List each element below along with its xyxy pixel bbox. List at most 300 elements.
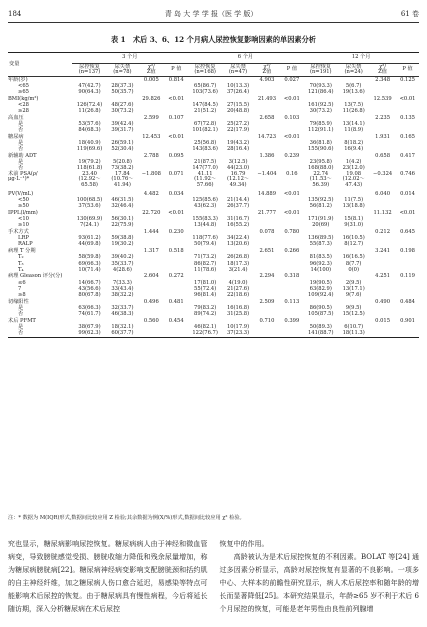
table-cell: 23(12.0) [342,165,365,172]
table-cell: 20(48.8) [226,108,250,115]
table-cell: 32(33.7) [111,304,134,311]
table-cell: 31(16.7) [226,216,250,223]
table-cell: 44(69.8) [78,241,101,248]
table-cell: 0.119 [400,273,415,280]
row-label: <10 [18,216,29,223]
table-cell: 28(16.4) [226,146,250,153]
table-cell: 39(31.7) [111,127,134,134]
table-cell: 0.454 [168,317,184,324]
table-cell: 0.113 [284,298,300,305]
table-cell: 16(9.4) [344,146,364,153]
row-label: 否 [18,311,24,318]
table-cell: 0.135 [400,114,415,121]
row-label: 新辅助 ADT [8,152,37,159]
table-cell: 100(68.5) [76,197,103,204]
table-cell: 19(13.6) [342,89,365,96]
table-cell: 0.212 [375,228,390,235]
table-cell: 60(37.7) [107,331,138,338]
table-cell: 8(18.2) [344,140,364,146]
table-cell: 14.723 [257,133,277,140]
row-label: 是 [18,304,24,311]
table-cell: 130(69.9) [76,216,103,223]
table-cell: 0.266 [284,247,300,254]
table-cell: 6(10.7) [344,323,364,330]
sub-header: χ²/ Z值 [369,64,396,77]
table-cell: 22(18.6) [226,292,250,299]
table-cell: 63(82.9) [309,285,332,292]
table-cell: 38(67.9) [78,323,101,330]
table-cell: 93(61.2) [78,235,101,242]
table-cell: 171(91.9) [308,216,334,223]
table-cell: −0.324 [372,171,393,178]
table-cell: 16(10.5) [342,235,365,242]
table-cell: 3(12.5) [228,159,248,166]
table-cell: 11(8.9) [344,127,364,134]
table-cell: 2.348 [375,76,390,83]
table-cell: <0.01 [399,209,416,216]
table-cell: 161(92.5) [308,101,334,108]
table-cell: 101(82.1) [192,127,218,134]
table-cell: 18(11.3) [338,331,369,338]
table-cell: 14(66.7) [78,279,101,286]
table-note: 注：* 数据为 M(IQR)形式,数据间比较应用 Z 检验;其余数据为例(Χ/%)形式,数据间比较应用 χ² 检验。 [8,515,245,521]
table-cell: 39(40.2) [111,254,134,261]
table-cell: 13(7.5) [344,101,364,108]
table-cell: 30(73.2) [309,108,332,115]
table-cell: 56(81.2) [309,203,332,210]
table-cell: 112(91.1) [308,127,334,134]
table-cell: 143(83.6) [192,146,218,153]
table-cell: <0.01 [168,95,185,102]
table-cell: 135(92.5) [308,197,334,204]
table-cell: 118(77.6) [192,235,218,242]
table-cell: 0.746 [400,171,415,178]
table-cell: 26(26.8) [226,254,250,261]
table-cell: 0.165 [400,133,415,140]
table-cell: 44(23.0) [226,165,250,172]
table-cell: 65(86.7) [194,82,217,89]
table-cell: 43(62.3) [194,203,217,210]
table-cell: 0.014 [400,190,415,197]
table-cell: 0.095 [168,152,184,159]
table-cell: 13(44.8) [194,222,217,229]
table-cell: 2.509 [259,298,275,305]
table-cell: 125(85.6) [192,197,218,204]
table-cell: 46(82.1) [194,323,217,330]
table-cell: 1.444 [143,228,159,235]
table-cell: 11.132 [373,209,392,216]
row-label: 切缘阳性 [8,298,29,305]
table-cell: 1.317 [143,247,159,254]
body-text [8,538,419,616]
table-cell: 41.11 (11.92～ 57.66) [194,171,217,188]
table-cell: <0.01 [283,209,300,216]
table-cell: 0.481 [168,298,184,305]
table-cell: 86(90.5) [309,304,332,311]
table-cell: 69(66.3) [78,260,101,267]
row-label: IPPL(l/mm) [8,209,38,216]
table-cell: 25(27.2) [226,120,250,127]
table-cell: 19.08 (12.02～ 47.43) [342,171,365,188]
row-label: 高血压 [8,114,24,121]
table-cell: 155(83.3) [192,216,218,223]
table-cell: 36(81.8) [309,140,332,146]
table-cell: 16(16.5) [342,254,365,261]
table-cell: <0.01 [168,133,185,140]
table-cell: 0.710 [259,317,275,324]
sub-header: χ²/ Z值 [138,64,165,77]
table-cell: 0.780 [284,228,300,235]
table-cell: 12.539 [373,95,392,102]
table-cell: 22(75.9) [111,222,134,229]
row-label: 年龄(岁) [8,76,28,83]
table-cell: 10(17.9) [226,323,250,330]
table-cell: 0.015 [375,317,390,324]
table-cell [280,331,303,338]
table-cell: 26(59.1) [111,140,134,146]
table-cell: 109(92.4) [308,292,334,299]
table-cell: 21(87.5) [194,159,217,166]
table-cell: 11(7.5) [344,197,364,204]
table-cell: 2.235 [375,114,390,121]
table-cell: 19(90.5) [309,279,332,286]
table-cell: 11(26.8) [78,108,101,115]
table-cell: 13(17.1) [342,285,365,292]
table-cell: 0.16 [286,171,298,178]
table-cell: 99(62.3) [72,331,107,338]
table-cell: 50(35.7) [111,89,134,96]
sub-header: P 值 [280,64,303,77]
row-label: 病理 T 分期 [8,247,36,254]
table-cell: 0.005 [143,76,159,83]
body-column-right: 恢复中的作用。 高龄被认为是术后尿控恢复的不利因素。BOLAT 等[24] 通过多因素分析显示，高龄对尿控恢复有显著的不良影响。一项多中心、大样本的前瞻性研究显示，病人术后尿控率和随年龄的增长而显著降低[25]。本研究结果显示，年龄≥65 岁不利于术后 6 个月尿控的恢复，可能是老年男性由良性前列腺增 [219,540,419,613]
row-label: 否 [18,165,24,172]
row-label: 是 [18,159,24,166]
table-cell: 7(24.1) [80,222,99,229]
row-label: 病理 Gleason 评分(分) [8,273,63,280]
table-cell: 136(89.5) [308,235,334,242]
table-cell: <0.01 [283,133,300,140]
table-cell: 21.777 [257,209,277,216]
table-cell: 2.788 [143,152,159,159]
table-cell: 0.071 [168,171,184,178]
table-cell: 11(26.8) [342,108,365,115]
table-cell: 34(22.4) [226,235,250,242]
table-cell: 126(72.4) [76,101,103,108]
table-cell: 23(95.8) [309,159,332,166]
table-cell: 4(28.6) [112,266,132,273]
row-label: 是 [18,120,24,127]
table-cell: 10(71.4) [78,266,101,273]
row-label: 是 [18,140,24,146]
table-cell: 0.484 [400,298,415,305]
table-cell: 2.294 [259,273,275,280]
table-cell: 70(93.3) [309,82,332,89]
table-cell: 18(32.1) [111,323,134,330]
table-cell: 0.272 [168,273,184,280]
row-label: ≥65 [18,89,29,96]
table-cell: 13(20.6) [226,241,250,248]
table-cell: 17.84 (10.76～ 41.94) [111,171,134,188]
table-cell: 80(67.8) [78,292,101,299]
row-label: T₄ [18,266,24,273]
table-cell: 15(8.1) [344,216,364,223]
table-cell: 0.318 [284,273,300,280]
table-caption: 表 1 术后 3、6、12 个月病人尿控恢复影响因素的单因素分析 [110,35,316,44]
table-cell: 81(83.5) [309,254,332,261]
table-cell: <0.01 [168,209,185,216]
table-cell: 43(56.6) [78,285,101,292]
var-header: 变量 [8,53,72,77]
table-cell: 47(42.7) [78,82,101,89]
row-label: 否 [8,331,72,338]
table-cell: 1.386 [259,152,275,159]
table-cell: 63(66.3) [78,304,101,311]
table-cell: 14.889 [257,190,277,197]
table-cell: 21(14.4) [226,197,250,204]
table-cell: <0.01 [283,190,300,197]
table-row [8,172,419,191]
table-cell: 0.496 [143,298,159,305]
table-cell: 2.658 [259,114,275,121]
table-cell: 52(30.4) [111,146,134,153]
table-cell: 37(26.4) [226,89,250,96]
sub-header: 尿失禁 (n=78) [107,64,138,77]
table-cell: 18(17.3) [226,260,250,267]
row-label: PV(V/mL) [8,190,34,197]
table-cell: 2.599 [143,114,159,121]
table-cell: 38(32.2) [111,292,134,299]
table-cell: 15(12.5) [342,311,365,318]
table-cell: 4.903 [259,76,275,83]
table-cell: 19(43.2) [226,140,250,146]
table-cell: 71(73.2) [194,254,217,261]
table-cell: 147(77.0) [192,165,218,172]
table-cell: 37(23.3) [223,331,254,338]
row-label: ≤6 [18,279,26,286]
table-cell: 55(87.3) [309,241,332,248]
table-cell: 37(53.6) [78,203,101,210]
table-cell: 56(30.1) [111,216,134,223]
table-cell: 21(51.2) [194,108,217,115]
row-label: ≥28 [18,108,29,115]
table-cell: 46(31.5) [111,197,134,204]
table-cell: 9(9.5) [345,304,362,311]
table-cell [165,331,188,338]
table-cell: 0(0) [348,266,359,273]
table-cell: 2.651 [259,247,275,254]
table-cell: 74(61.7) [78,311,101,318]
sub-header: 尿控恢复 (n=137) [72,64,107,77]
table-cell: 0.107 [168,114,184,121]
table-cell: 73(38.2) [111,165,134,172]
table-cell: 46(38.3) [111,311,134,318]
body-column-left: 究也显示，糖尿病影响尿控恢复。糖尿病病人由于神经和微血管病变，导致膀胱感觉受损、膀胱收缩力降低和残余尿量增加，称为糖尿病膀胱病[22]。糖尿病神经病变影响支配膀胱颈和括约肌的自主神经纤维，加之糖尿病人伤口愈合延迟，易感染等特点可能影响术后尿控的恢复。由于糖尿病具有慢性病程，今后将延长随访期，深入分析糖尿病在术后尿控 [8,540,208,613]
sub-header: χ²/ Z值 [253,64,280,77]
table-cell: 14(100) [310,266,332,273]
table-cell: <0.01 [283,95,300,102]
volume-label: 61 卷 [400,10,419,18]
table-cell: 147(84.5) [192,101,218,108]
row-label: T₃ [18,260,24,267]
table-cell: 39(42.4) [111,120,134,127]
table-cell: 12.453 [142,133,161,140]
running-header [8,8,419,20]
table-cell: 79(83.2) [194,304,217,311]
table-cell: 10(13.3) [226,82,250,89]
table-cell [253,331,280,338]
table-cell: 118(61.8) [76,165,103,172]
table-cell: 22.74 (11.53～ 56.39) [309,171,332,188]
table-cell: <0.01 [399,95,416,102]
sub-header: 尿控恢复 (n=168) [188,64,223,77]
table-cell: −1.404 [257,171,277,178]
table-cell: 35(33.7) [111,260,134,267]
table-cell: 4.482 [143,190,159,197]
table-cell: 8(7.7) [345,260,362,267]
group-header-12m: 12 个月 [303,53,419,64]
header-rule [8,22,419,23]
table-cell: 168(88.0) [308,165,334,172]
row-label: 糖尿病 [8,133,24,140]
table-cell: 0.027 [284,76,300,83]
table-cell: 4(19.0) [228,279,248,286]
table-cell: 122(76.7) [188,331,223,338]
group-header-3m: 3 个月 [72,53,188,64]
table-cell: 2(9.5) [345,279,362,286]
table-cell: 1(4.2) [345,159,362,166]
table-cell: 50(89.3) [309,323,332,330]
table-cell: 53(57.6) [78,120,101,127]
sub-header: P 值 [165,64,188,77]
table-cell: 121(86.4) [308,89,334,96]
table-cell [369,331,396,338]
row-label: ≥10 [18,222,29,229]
table-cell: 90(64.3) [78,89,101,96]
table-cell: 16.79 (12.12～ 49.34) [227,171,250,188]
table-cell: 67(72.8) [194,120,217,127]
table-cell: 28(37.3) [111,82,134,89]
table-cell: 19(79.2) [78,159,101,166]
table-cell: 0.198 [400,247,415,254]
table-cell: 0.034 [168,190,184,197]
table-cell: 0.230 [168,228,184,235]
table-cell: 9(7.6) [345,292,362,299]
row-label: <28 [18,101,29,108]
table-cell: 13(18.8) [342,203,365,210]
table-cell: 155(90.6) [308,146,334,153]
table-cell: 58(59.8) [78,254,101,261]
table-cell: 3.241 [375,247,390,254]
table-row [8,331,419,338]
table-cell: 31(25.8) [226,311,250,318]
table-cell: 2.604 [143,273,159,280]
table-cell: 5(6.7) [345,82,362,89]
table-cell: 0.645 [400,228,415,235]
table-cell: 7(33.3) [112,279,132,286]
row-label: 7 [18,285,22,292]
row-label: <50 [18,197,29,204]
table-cell: 25(56.8) [194,140,217,146]
table-cell [396,331,419,338]
row-label: 手术方式 [8,228,29,235]
table-cell: 5(20.8) [112,159,132,166]
table-cell: 18(40.9) [78,140,101,146]
table-cell: 0.490 [375,298,390,305]
table-cell: 0.239 [284,152,300,159]
table-cell: 3(21.4) [228,266,248,273]
table-cell: 17(81.0) [194,279,217,286]
table-cell: 9(31.0) [344,222,364,229]
table-cell: 0.078 [259,228,275,235]
table-cell: −1.808 [141,171,161,178]
table-cell: 13(14.1) [342,120,365,127]
table-cell: 23.40 (12.92～ 65.58) [78,171,101,188]
row-label: 是 [18,323,24,330]
table-cell: 84(68.3) [78,127,101,134]
table-cell: 32(46.4) [111,203,134,210]
row-label: BMI(kg/m²) [8,95,39,102]
table-cell: 79(85.9) [309,120,332,127]
table-cell: 48(27.6) [111,101,134,108]
table-cell: 0.417 [400,152,415,159]
row-label: LRP [18,235,29,242]
row-label: 术前 PSA(ρ/ μg·L⁻¹)* [8,171,38,183]
table-cell: 0.103 [284,114,300,121]
table-cell: 29.826 [142,95,161,102]
table-cell: 0.658 [375,152,390,159]
row-label: 否 [18,146,24,153]
table-cell: 141(88.7) [303,331,338,338]
row-label: 术后 PFMT [8,317,36,324]
table-cell: 55(72.4) [194,285,217,292]
row-label: ≥50 [18,203,29,210]
table-cell: 22(17.9) [226,127,250,134]
row-label: 否 [18,127,24,134]
table-cell: 26(37.7) [226,203,250,210]
table-cell: 6.040 [375,190,390,197]
sub-header: 尿失禁 (n=24) [338,64,369,77]
table-cell: 27(15.5) [226,101,250,108]
table-cell: 33(43.4) [111,285,134,292]
row-label: <65 [18,82,29,89]
table-cell: 30(73.2) [111,108,134,115]
table-cell: 0.901 [400,317,415,324]
table-cell: 0.814 [168,76,184,83]
table-cell: 86(82.7) [194,260,217,267]
sub-header: 尿控恢复 (n=191) [303,64,338,77]
data-table [8,52,419,338]
journal-name: 青 岛 大 学 学 报（医 学 版） [164,10,258,18]
table-cell: 11(78.6) [194,266,217,273]
table-cell: 96(81.4) [194,292,217,299]
table-cell: 8(12.7) [344,241,364,248]
sub-header: P 值 [396,64,419,77]
table-cell: 16(16.8) [226,304,250,311]
table-cell: 50(79.4) [194,241,217,248]
table-cell: 21(27.6) [226,285,250,292]
table-cell: 119(69.6) [76,146,103,153]
table-cell: 0.560 [143,317,159,324]
row-label: ≥8 [18,292,26,299]
table-cell: 22.720 [142,209,161,216]
table-cell: 21.493 [257,95,277,102]
table-cell [138,331,165,338]
table-cell: 0.518 [168,247,184,254]
table-cell: 0.125 [400,76,415,83]
table-cell: 0.399 [284,317,300,324]
row-label: RALP [18,241,33,248]
